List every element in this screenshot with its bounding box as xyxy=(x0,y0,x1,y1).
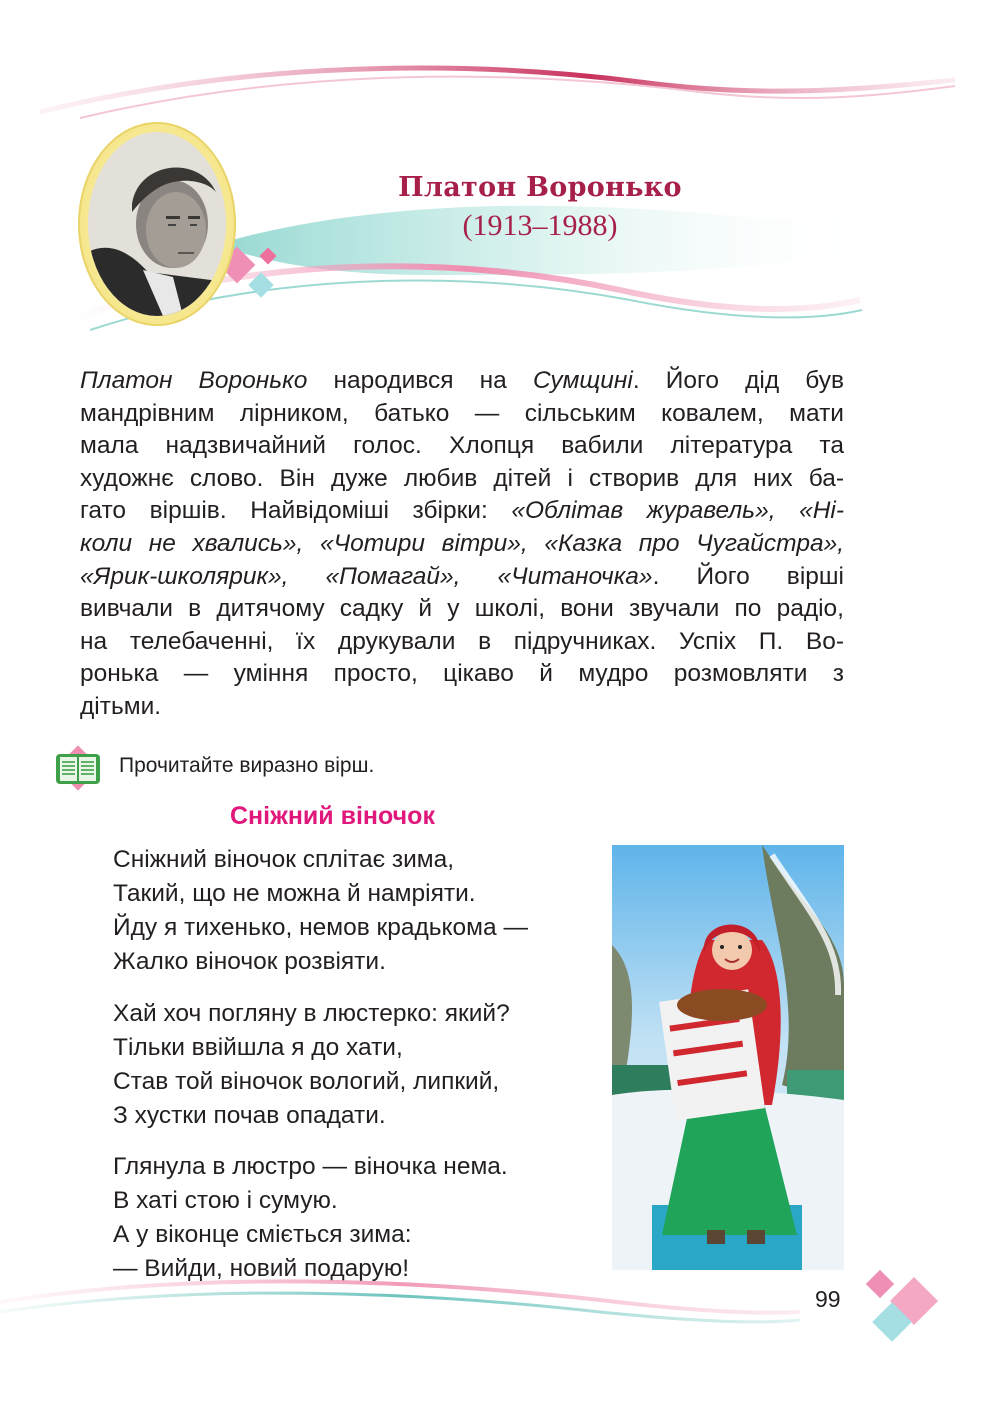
poem-verse: Сніжний віночок сплітає зима, xyxy=(113,846,455,873)
bio-italic-text: Сумщині xyxy=(532,367,633,394)
bio-italic-text: «Ярик-школярик», «Помагай», «Читаночка» xyxy=(80,562,653,590)
bio-line xyxy=(80,528,844,561)
bio-line xyxy=(80,495,844,528)
bio-text: гато віршів. Найвідоміші збірки: xyxy=(80,497,512,525)
bio-italic-text: Платон Воронько xyxy=(80,367,308,394)
bio-line xyxy=(80,365,844,398)
author-name: Платон Воронько xyxy=(398,172,682,203)
author-portrait xyxy=(88,132,226,316)
bio-line xyxy=(80,626,844,659)
bio-line xyxy=(80,561,844,594)
bio-text: народився на xyxy=(307,367,533,394)
page-number: 99 xyxy=(815,1286,841,1312)
bio-text: художнє слово. Він дуже любив дітей і створив для них ба- xyxy=(80,464,844,492)
bio-text: мандрівним лірником, батько — сільським ковалем, мати xyxy=(80,399,844,427)
poem-verse: З хустки почав опадати. xyxy=(113,1101,386,1129)
author-years: (1913–1988) xyxy=(462,209,618,242)
bio-line xyxy=(80,658,844,691)
bio-italic-text: «Облітав журавель», «Ні- xyxy=(511,497,844,525)
bio-text: ронька — уміння просто, цікаво й мудро розмовляти з xyxy=(80,660,844,688)
bio-line xyxy=(80,398,844,431)
poem-verse: Жалко віночок розвіяти. xyxy=(113,948,386,975)
bio-line xyxy=(80,691,844,724)
bio-text: на телебаченні, їх друкували в підручниках. Успіх П. Во- xyxy=(80,627,844,655)
bio-italic-text: коли не хвались», «Чотири вітри», «Казка про Чугайстра», xyxy=(80,529,844,557)
bio-text: дітьми. xyxy=(80,692,162,720)
poem-stanza xyxy=(113,843,603,979)
bio-text: . Його дід був xyxy=(632,367,845,394)
poem-verse: В хаті стою і сумую. xyxy=(113,1187,338,1214)
open-book-icon xyxy=(48,738,108,798)
poem-verse: — Вийди, новий подарую! xyxy=(113,1255,410,1282)
footer-decoration xyxy=(0,1260,992,1417)
poem-verse: Тільки ввійшла я до хати, xyxy=(113,1033,403,1061)
girl-winter-photo xyxy=(612,845,844,1270)
biography-paragraph xyxy=(80,365,844,724)
bio-text: мала надзвичайний голос. Хлопця вабили література та xyxy=(80,432,844,460)
poem-verse: Глянула в люстро — віночка нема. xyxy=(113,1153,508,1180)
bio-line xyxy=(80,593,844,626)
poem-title: Сніжний віночок xyxy=(230,802,435,830)
poem-verse: Йду я тихенько, немов крадькома — xyxy=(113,914,528,941)
poem-verse: А у віконце сміється зима: xyxy=(113,1221,412,1248)
bio-line xyxy=(80,463,844,496)
bio-line xyxy=(80,430,844,463)
poem-verse: Хай хоч погляну в люстерко: який? xyxy=(113,999,510,1027)
bio-text: . Його вірші xyxy=(652,562,844,590)
poem-verse: Став той віночок вологий, липкий, xyxy=(113,1067,500,1095)
poem-body xyxy=(113,843,603,1304)
poem-verse: Такий, що не можна й намріяти. xyxy=(113,880,476,907)
poem-stanza xyxy=(113,997,603,1133)
task-instruction: Прочитайте виразно вірш. xyxy=(119,754,375,777)
bio-text: вивчали в дитячому садку й у школі, вони звучали по радіо, xyxy=(80,595,844,623)
